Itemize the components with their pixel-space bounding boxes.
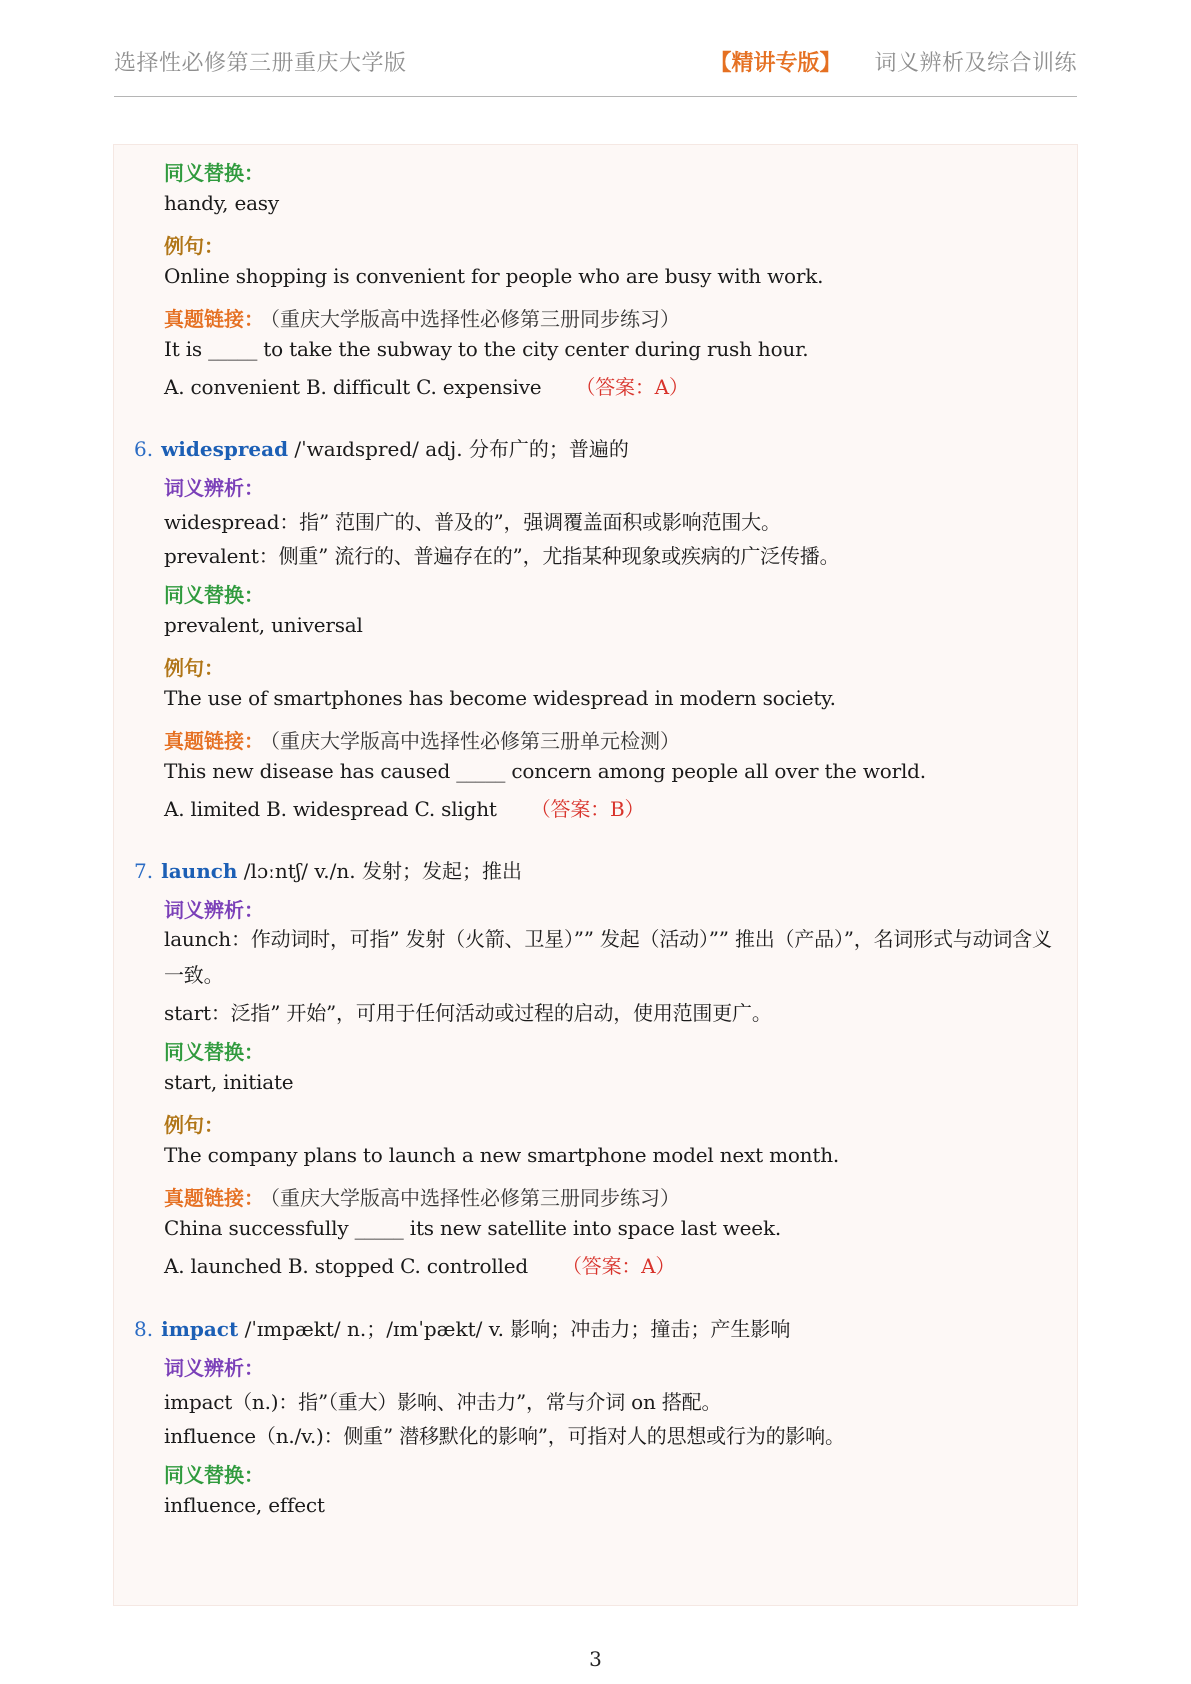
entry-phonetic: /ˈɪmpækt/ n.；/ɪmˈpækt/ v. 影响；冲击力；撞击；产生影响 bbox=[238, 1317, 791, 1341]
exam-link-label: 真题链接： （重庆大学版高中选择性必修第三册同步练习） bbox=[164, 307, 680, 331]
exam-options: A. launched B. stopped C. controlled （答案：A） bbox=[164, 1254, 676, 1278]
entry-number: 7. bbox=[134, 859, 154, 883]
exam-source: （重庆大学版高中选择性必修第三册同步练习） bbox=[270, 307, 680, 331]
exam-answer: （答案：A） bbox=[561, 1254, 676, 1278]
exam-question: This new disease has caused _____ concern among people all over the world. bbox=[164, 759, 926, 783]
example-label: 例句： bbox=[164, 234, 224, 258]
content-panel bbox=[114, 145, 1077, 1605]
page-header bbox=[114, 44, 1077, 97]
exam-answer: （答案：A） bbox=[575, 375, 689, 399]
analysis-line: start：泛指” 开始”，可用于任何活动或过程的启动，使用范围更广。 bbox=[164, 1001, 772, 1025]
synonyms-text: handy, easy bbox=[164, 191, 279, 215]
entry-8-heading bbox=[134, 1313, 790, 1342]
example-label: 例句： bbox=[164, 1113, 224, 1137]
example-label: 例句： bbox=[164, 656, 224, 680]
analysis-line: widespread：指” 范围广的、普及的”，强调覆盖面积或影响范围大。 bbox=[164, 510, 781, 534]
example-text: The use of smartphones has become widespread in modern society. bbox=[164, 686, 836, 710]
entry-number: 8. bbox=[134, 1317, 154, 1341]
entry-7-heading bbox=[134, 855, 522, 884]
section-title: 词义辨析及综合训练 bbox=[874, 51, 1077, 76]
entry-word: impact bbox=[161, 1317, 239, 1341]
analysis-line: prevalent：侧重” 流行的、普遍存在的”，尤指某种现象或疾病的广泛传播。 bbox=[164, 544, 840, 568]
exam-link-label: 真题链接： （重庆大学版高中选择性必修第三册同步练习） bbox=[164, 1186, 680, 1210]
analysis-label: 词义辨析： bbox=[164, 898, 264, 922]
exam-question: It is _____ to take the subway to the city center during rush hour. bbox=[164, 337, 809, 361]
entry-word: widespread bbox=[161, 437, 289, 461]
exam-link-label: 真题链接： （重庆大学版高中选择性必修第三册单元检测） bbox=[164, 729, 680, 753]
analysis-line: impact（n.)：指”（重大）影响、冲击力”，常与介词 on 搭配。 bbox=[164, 1390, 722, 1414]
header-right bbox=[709, 46, 1077, 77]
edition-badge: 【精讲专版】 bbox=[709, 50, 842, 76]
exam-answer: （答案：B） bbox=[530, 797, 645, 821]
entry-phonetic: /lɔːntʃ/ v./n. 发射；发起；推出 bbox=[237, 859, 522, 883]
synonyms-text: influence, effect bbox=[164, 1493, 325, 1517]
book-title: 选择性必修第三册重庆大学版 bbox=[114, 51, 407, 76]
analysis-line: influence（n./v.)：侧重” 潜移默化的影响”，可指对人的思想或行为的影响。 bbox=[164, 1424, 845, 1448]
synonyms-label: 同义替换： bbox=[164, 1040, 264, 1064]
entry-number: 6. bbox=[134, 437, 154, 461]
synonyms-label: 同义替换： bbox=[164, 583, 264, 607]
example-text: Online shopping is convenient for people who are busy with work. bbox=[164, 264, 824, 288]
example-text: The company plans to launch a new smartphone model next month. bbox=[164, 1143, 840, 1167]
synonyms-text: prevalent, universal bbox=[164, 613, 363, 637]
exam-options: A. convenient B. difficult C. expensive （答案：A） bbox=[164, 375, 689, 399]
exam-question: China successfully _____ its new satellite into space last week. bbox=[164, 1216, 782, 1240]
exam-source: （重庆大学版高中选择性必修第三册同步练习） bbox=[270, 1186, 680, 1210]
analysis-label: 词义辨析： bbox=[164, 1356, 264, 1380]
entry-phonetic: /ˈwaɪdspred/ adj. 分布广的；普遍的 bbox=[288, 437, 629, 461]
analysis-label: 词义辨析： bbox=[164, 476, 264, 500]
entry-word: launch bbox=[161, 859, 238, 883]
synonyms-label: 同义替换： bbox=[164, 1463, 264, 1487]
exam-source: （重庆大学版高中选择性必修第三册单元检测） bbox=[270, 729, 680, 753]
synonyms-label: 同义替换： bbox=[164, 161, 264, 185]
entry-6-heading bbox=[134, 433, 629, 462]
page-number: 3 bbox=[589, 1647, 602, 1671]
analysis-line: launch：作动词时，可指” 发射（火箭、卫星）”” 发起（活动）”” 推出（产品）”，名词形式与动词含义一致。 bbox=[164, 927, 1052, 987]
synonyms-text: start, initiate bbox=[164, 1070, 294, 1094]
exam-options: A. limited B. widespread C. slight （答案：B） bbox=[164, 797, 645, 821]
